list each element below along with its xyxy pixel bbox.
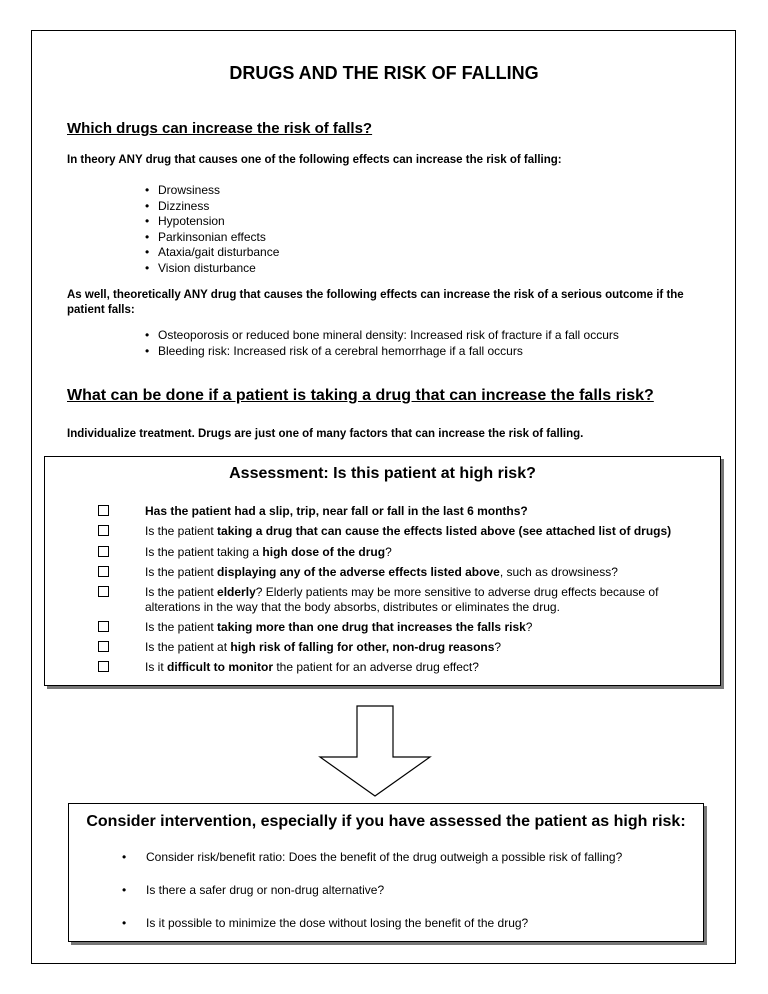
page-title: DRUGS AND THE RISK OF FALLING bbox=[229, 63, 539, 83]
list-item: • Ataxia/gait disturbance bbox=[158, 245, 279, 261]
intervention-title: Consider intervention, especially if you have assessed the patient as high risk: bbox=[86, 813, 686, 830]
list-item: • Bleeding risk: Increased risk of a cerebral hemorrhage if a fall occurs bbox=[158, 344, 619, 360]
effects-list bbox=[158, 183, 279, 276]
checkbox[interactable] bbox=[98, 546, 109, 557]
section-heading-which-drugs: Which drugs can increase the risk of falls? bbox=[67, 120, 373, 137]
serious-outcome-intro: As well, theoretically ANY drug that causes the following effects can increase the risk of a serious outcome if the patient falls: bbox=[67, 289, 684, 316]
list-item: • Vision disturbance bbox=[158, 261, 279, 277]
section-heading-what-can-be-done: What can be done if a patient is taking a drug that can increase the falls risk? bbox=[67, 387, 654, 404]
checkbox[interactable] bbox=[98, 566, 109, 577]
assessment-box: Assessment: Is this patient at high risk? Has the patient had a slip, trip, near fall or fall in the last 6 months? Is the patient taking a drug that can cause the effects listed above (see attached list of drugs) Is the patient taking a high dose of the drug? Is the patient displaying any of the adverse effects listed above, such as drowsiness? Is the patient elderly? Elderly patients may be more sensitive to adverse drug effects because of alterations in the way that the body absorbs, distributes or eliminates the drug. Is the patient taking more than one drug that increases the falls risk? Is the patient at high risk of falling for other, non-drug reasons? Is it difficult to monitor the patient for an adverse drug effect? bbox=[44, 456, 721, 686]
checkbox[interactable] bbox=[98, 525, 109, 536]
checkbox[interactable] bbox=[98, 621, 109, 632]
effects-intro: In theory ANY drug that causes one of the following effects can increase the risk of falling: bbox=[67, 154, 562, 166]
list-item: • Consider risk/benefit ratio: Does the benefit of the drug outweigh a possible risk of falling? bbox=[146, 850, 622, 864]
intervention-box bbox=[68, 803, 704, 942]
down-arrow-icon bbox=[305, 705, 445, 798]
list-item: • Drowsiness bbox=[158, 183, 279, 199]
checkbox[interactable] bbox=[98, 586, 109, 597]
individualize-note: Individualize treatment. Drugs are just one of many factors that can increase the risk of falling. bbox=[67, 428, 584, 440]
checkbox[interactable] bbox=[98, 641, 109, 652]
serious-effects-list bbox=[158, 328, 619, 359]
list-item: • Dizziness bbox=[158, 199, 279, 215]
checkbox[interactable] bbox=[98, 505, 109, 516]
checkbox[interactable] bbox=[98, 661, 109, 672]
list-item: • Is there a safer drug or non-drug alternative? bbox=[146, 883, 384, 897]
list-item: • Is it possible to minimize the dose without losing the benefit of the drug? bbox=[146, 916, 528, 930]
assessment-title: Assessment: Is this patient at high risk? bbox=[229, 465, 536, 482]
list-item: • Parkinsonian effects bbox=[158, 230, 279, 246]
list-item: • Hypotension bbox=[158, 214, 279, 230]
list-item: • Osteoporosis or reduced bone mineral density: Increased risk of fracture if a fall occurs bbox=[158, 328, 619, 344]
